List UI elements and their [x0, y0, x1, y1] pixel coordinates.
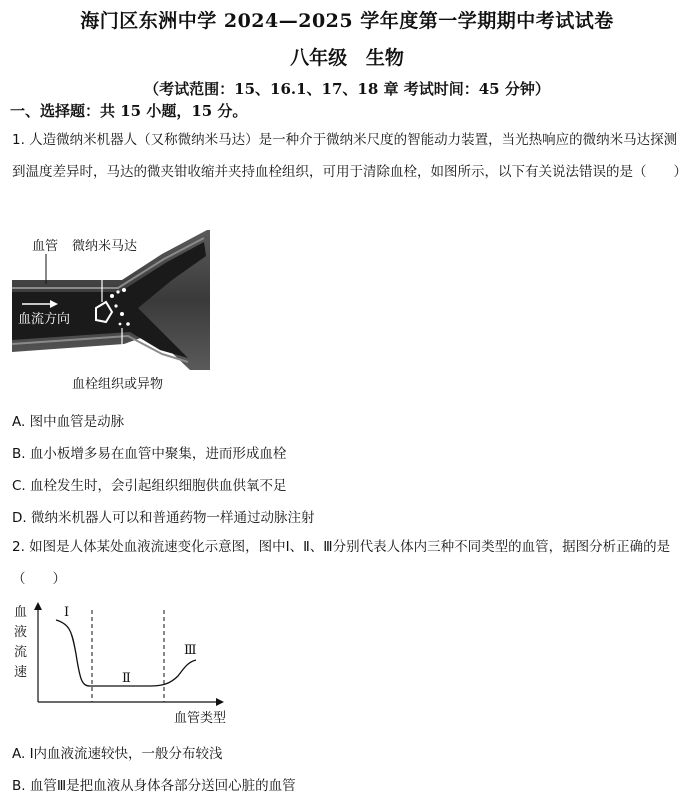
- flow-speed-figure: [10, 598, 240, 728]
- y-label-char-1: 血: [14, 605, 28, 620]
- exam-subtitle: [0, 43, 694, 70]
- question-1-stem: 1. 人造微纳米机器人（又称微纳米马达）是一种介于微纳米尺度的智能动力装置，当光热响应的微纳米马达探测到温度差异时，马达的微夹钳收缩并夹持血栓组织，可用于清除血栓，如图所示，以下有关说法错误的是（ ）: [12, 132, 687, 180]
- question-2-stem: 2. 如图是人体某处血液流速变化示意图，图中Ⅰ、Ⅱ、Ⅲ分别代表人体内三种不同类型的血管，据图分析正确的是（ ）: [12, 539, 671, 587]
- label-flow: 血流方向: [18, 312, 71, 327]
- section-heading: 一、选择题：共 15 小题，15 分。: [10, 102, 248, 120]
- q2-option-b[interactable]: B. 血管Ⅲ是把血液从身体各部分送回心脏的血管: [12, 778, 296, 794]
- grade-label: 八年级: [290, 47, 348, 69]
- q1-option-d[interactable]: D. 微纳米机器人可以和普通药物一样通过动脉注射: [12, 510, 315, 526]
- label-vessel-2: Ⅱ: [122, 671, 131, 686]
- label-motor: 微纳米马达: [72, 239, 138, 254]
- blood-vessel-figure: [12, 226, 217, 394]
- y-label-char-4: 速: [14, 665, 28, 680]
- label-vessel-1: Ⅰ: [64, 605, 70, 620]
- exam-info: （考试范围：15、16.1、17、18 章 考试时间：45 分钟）: [144, 80, 550, 98]
- exam-title: 海门区东洲中学 2024—2025 学年度第一学期期中考试试卷: [80, 10, 614, 32]
- x-label: 血管类型: [174, 711, 227, 726]
- subject-label: 生物: [365, 47, 404, 69]
- label-vessel: 血管: [32, 239, 59, 254]
- label-clot: 血栓组织或异物: [72, 377, 164, 392]
- y-label-char-3: 流: [14, 645, 28, 660]
- q2-option-a[interactable]: A. Ⅰ内血液流速较快，一般分布较浅: [12, 746, 223, 762]
- y-label: [14, 605, 31, 680]
- q1-option-a[interactable]: A. 图中血管是动脉: [12, 414, 125, 430]
- q1-option-b[interactable]: B. 血小板增多易在血管中聚集，进而形成血栓: [12, 446, 287, 462]
- label-vessel-3: Ⅲ: [184, 643, 197, 658]
- q1-option-c[interactable]: C. 血栓发生时，会引起组织细胞供血供氧不足: [12, 478, 287, 494]
- y-label-char-2: 液: [14, 625, 28, 640]
